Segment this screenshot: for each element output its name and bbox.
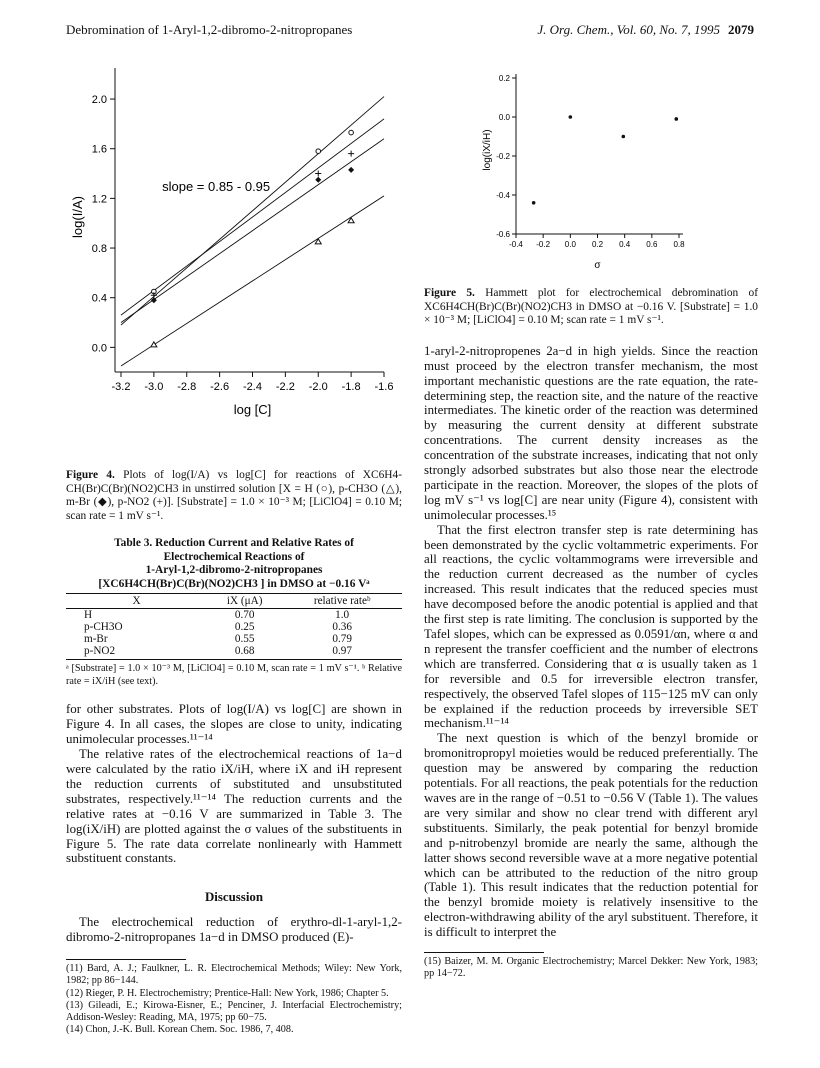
reference-item: (11) Bard, A. J.; Faulkner, L. R. Electrochemical Methods; Wiley: New York, 1982; pp 86−144. (66, 963, 402, 987)
data-point-circle (349, 130, 354, 135)
table-3-footnote: ᵃ [Substrate] = 1.0 × 10⁻³ M, [LiClO4] = 0.10 M, scan rate = 1 mV s⁻¹. ᵇ Relative rate = iX/iH (see text). (66, 663, 402, 687)
table-row (66, 621, 402, 633)
reference-item: (12) Rieger, P. H. Electrochemistry; Prentice-Hall: New York, 1986; Chapter 5. (66, 987, 389, 999)
figure-4-data-points (151, 130, 354, 347)
y-tick-label: -0.4 (496, 191, 510, 200)
table-row (66, 645, 402, 660)
discussion-heading: Discussion (204, 890, 264, 905)
table-cell: p-NO2 (66, 645, 207, 660)
fit-line (121, 196, 384, 366)
left-column (66, 58, 402, 1036)
y-tick-label: 1.2 (91, 193, 107, 206)
x-tick-label: -3.2 (111, 381, 131, 393)
fit-line (121, 139, 384, 323)
x-tick-label: 0.0 (564, 240, 576, 249)
x-tick-label: -2.6 (210, 381, 230, 393)
x-tick-label: -0.4 (509, 240, 523, 249)
table-cell: 0.97 (282, 645, 402, 660)
reference-item: (13) Gileadi, E.; Kirowa-Eisner, E.; Penciner, J. Interfacial Electrochemistry; Addison-Wesley: Reading, MA, 1975; pp 60−75. (66, 999, 402, 1023)
x-tick-label: -1.8 (341, 381, 361, 393)
y-tick-label: 0.0 (91, 342, 107, 355)
body-paragraph: 1-aryl-2-nitropropenes 2a−d in high yields. Since the reaction must proceed by the electron transfer mechanism, the most important mechanistic questions are the rate equation, the rate-determining step, the reaction site, and the nature of the reactive intermediates. The kinetic order of the reaction was determined by measuring the current density at different substrate concentrations. The current density increases as the concentration of the substrate increases, indicating that not only strongly adsorbed substrates but also those near the electrode participate in the reaction. Moreover, the slopes of the plots of log mV s⁻¹ vs log[C] are near unity (Figure 4), consistent with unimolecular processes.¹⁵ (424, 343, 758, 522)
x-tick-label: -2.2 (275, 381, 295, 393)
figure-4-plot (66, 58, 402, 458)
table-header-x: X (66, 594, 207, 609)
right-column (424, 58, 758, 980)
figure-5-data-points (532, 115, 678, 204)
right-body (424, 344, 758, 940)
x-tick-label: 0.8 (673, 240, 685, 249)
data-point (674, 117, 678, 121)
page-number: 2079 (728, 22, 754, 37)
y-tick-label: 2.0 (91, 94, 107, 107)
data-point (532, 201, 536, 205)
figure-5-plot (424, 58, 758, 280)
table-cell: H (84, 609, 93, 622)
table-row (66, 609, 402, 622)
data-point-circle (316, 149, 321, 154)
table-row (66, 633, 402, 645)
x-tick-label: -2.8 (177, 381, 197, 393)
reference-item: (15) Baizer, M. M. Organic Electrochemistry; Marcel Dekker: New York, 1983; pp 14−72. (424, 956, 758, 980)
figure-4-fit-lines (121, 97, 384, 366)
x-tick-label: 0.6 (646, 240, 658, 249)
y-tick-label: 0.0 (498, 113, 510, 122)
figure-5-axes (512, 74, 683, 238)
x-tick-label: -0.2 (536, 240, 551, 249)
data-point-diamond (315, 177, 321, 183)
table-cell: 0.79 (332, 633, 352, 646)
slope-annotation: slope = 0.85 - 0.95 (162, 178, 271, 194)
x-tick-label: -2.0 (308, 381, 328, 393)
table-cell: 0.68 (207, 645, 282, 660)
table-cell: 0.25 (234, 621, 255, 634)
table-3 (66, 537, 402, 688)
x-tick-label: -3.0 (144, 381, 164, 393)
y-tick-label: -0.6 (496, 230, 510, 239)
table-cell: p-CH3O (84, 621, 123, 634)
body-paragraph: That the first electron transfer step is rate determining has been demonstrated by the cyclic voltammetric experiments. For all reactions, the cyclic voltammograms were irreversible and the reduction current decreased as the number of cycles increased. This result indicates that the reduced species must have decomposed before the anodic potential is applied and that the first step is rate limiting. The conclusion is supported by the Tafel slopes, which can be expressed as 0.0591/αn, where α and n represent the transfer coefficient and the number of electrons which are transferred. Considering that α is usually taken as 1 for reversible and 0.5 for irreversible electron transfer, respectively, the observed Tafel slopes of 115−125 mV can only be explained if the reduction proceeds by irreversible SET mechanism.¹¹⁻¹⁴ (424, 522, 758, 731)
running-head-title: Debromination of 1-Aryl-1,2-dibromo-2-nitropropanes (66, 22, 353, 37)
body-paragraph: The next question is which of the benzyl bromide or bromonitropropyl moieties would be reduced preferentially. The question may be answered by comparing the reduction potentials. For all reactions, the peak potentials for the reduction waves are in the range of −0.51 to −0.56 V (Table 1). The values are very similar and show no clear trend with different aryl substituents. Similarly, the peak potential for benzyl bromide and p-nitrobenzyl bromide are nearly the same, although the latter shows second reversible wave at a more negative potential which can be attributed to the reduction of the nitro group (Table 1). This result indicates that the reduction potential for the benzyl bromide moiety is relatively insensitive to the electron-withdrawing ability of the aryl substituent. Therefore, it is difficult to interpret the (424, 731, 758, 940)
data-point-plus (348, 151, 354, 157)
body-paragraph: for other substrates. Plots of log(I/A) vs log[C] are shown in Figure 4. In all cases, the slopes are close to unity, indicating unimolecular processes.¹¹⁻¹⁴ (66, 702, 402, 747)
table-header-row (66, 594, 402, 609)
y-tick-label: 0.4 (91, 292, 107, 305)
table-cell: 0.55 (234, 633, 255, 646)
running-head (66, 22, 754, 42)
figure-5-caption: Figure 5. Hammett plot for electrochemical debromination of XC6H4CH(Br)C(Br)(NO2)CH3 in DMSO at −0.16 V. [Substrate] = 1.0 × 10⁻³ M; [LiClO4] = 0.10 M; scan rate = 1 mV s⁻¹. (424, 287, 759, 327)
body-paragraph: The relative rates of the electrochemical reactions of 1a−d were calculated by the ratio iX/iH, where iX and iH represent the reduction currents of substituted and unsubstituted substrates, respectively.¹¹⁻¹⁴ The reduction currents and the relative rates at −0.16 V are summarized in Table 3. The log(iX/iH) are plotted against the σ values of the substituents in Figure 5. The rate data correlate nonlinearly with Hammett substituent constants. (66, 747, 402, 866)
table-3-title: Table 3. Reduction Current and Relative Rates of Electrochemical Reactions of 1-Aryl-1,2-dibromo-2-nitropropanes [XC6H4CH(Br)C(Br)(NO2)CH3 ] in DMSO at −0.16 Vᵃ (98, 537, 370, 590)
y-tick-label: -0.2 (496, 152, 510, 161)
table-cell: 0.70 (234, 609, 255, 622)
fit-line (121, 119, 384, 315)
x-tick-label: 0.4 (619, 240, 631, 249)
x-tick-label: -2.4 (243, 381, 262, 393)
x-axis-title: log [C] (233, 402, 272, 417)
data-point-plus (315, 171, 321, 177)
running-head-journal: J. Org. Chem., Vol. 60, No. 7, 1995 2079 (537, 22, 754, 37)
table-header-rate: relative rateᵇ (282, 594, 402, 609)
y-tick-label: 0.8 (91, 243, 107, 256)
references-left (66, 963, 402, 1036)
x-axis-title: σ (594, 260, 601, 271)
y-tick-label: 1.6 (91, 143, 107, 156)
x-tick-label: 0.2 (591, 240, 604, 249)
table-cell: 0.36 (332, 621, 352, 634)
fit-line (121, 97, 384, 325)
references-right (424, 956, 758, 980)
x-tick-label: -1.6 (374, 381, 394, 393)
reference-item: (14) Chon, J.-K. Bull. Korean Chem. Soc. 1986, 7, 408. (66, 1024, 294, 1036)
table-header-current: iX (μA) (207, 594, 282, 609)
data-point (622, 135, 626, 139)
figure-5-labels (482, 74, 685, 271)
data-point-diamond (348, 167, 354, 173)
discussion-paragraph: The electrochemical reduction of erythro-dl-1-aryl-1,2-dibromo-2-nitropropanes 1a−d in DMSO produced (E)- (66, 915, 402, 945)
table-3-grid (66, 593, 402, 660)
table-cell: m-Br (84, 633, 108, 646)
data-point-triangle (151, 342, 157, 347)
table-cell: 1.0 (335, 609, 350, 622)
figure-4-caption: Figure 4. Plots of log(I/A) vs log[C] for reactions of XC6H4-CH(Br)C(Br)(NO2)CH3 in unstirred solution [X = H (○), p-CH3O (△), m-Br (◆), p-NO2 (+)]. [Substrate] = 1.0 × 10⁻³ M; [LiClO4] = 0.10 M; scan rate = 1 mV s⁻¹. (66, 469, 402, 522)
y-tick-label: 0.2 (498, 74, 510, 83)
y-axis-title: log(I/A) (70, 196, 85, 238)
figure-4-labels (70, 94, 393, 417)
left-body (66, 702, 402, 866)
y-axis-title: log(iX/iH) (482, 129, 493, 171)
data-point (569, 115, 573, 119)
